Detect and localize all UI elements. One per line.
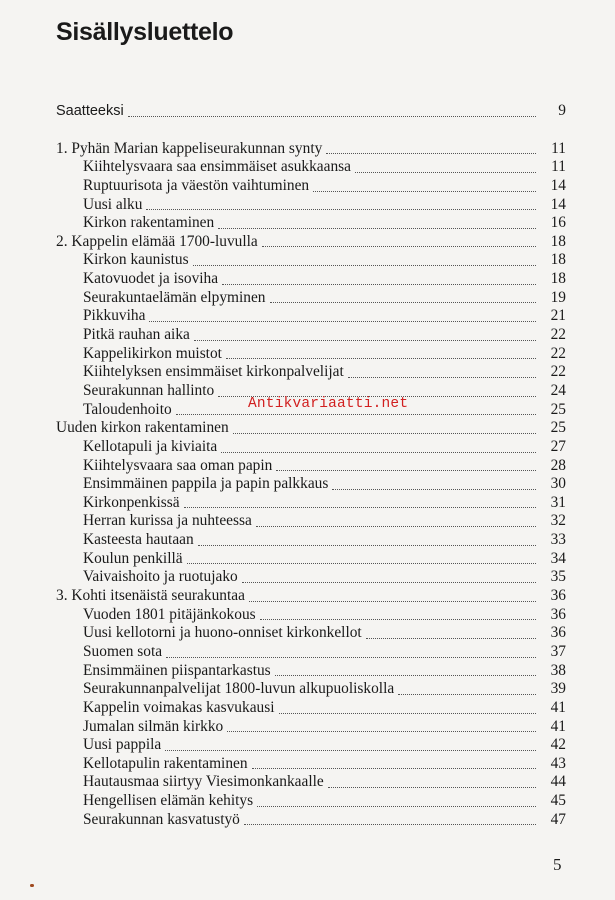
toc-entry-page: 37 xyxy=(550,642,566,660)
dot-leader xyxy=(244,824,536,825)
watermark-text: Antikvariaatti.net xyxy=(248,396,409,412)
toc-section-entry xyxy=(56,773,566,792)
dot-leader xyxy=(165,750,536,751)
toc-entry-label: Kirkon kaunistus xyxy=(83,251,189,269)
dot-leader xyxy=(187,563,536,564)
toc-section-entry xyxy=(56,438,566,457)
toc-section-entry xyxy=(56,699,566,718)
toc-entry-label: Kiihtelysvaara saa ensimmäiset asukkaansa xyxy=(83,158,351,176)
toc-section-entry xyxy=(56,811,566,830)
toc-section-entry xyxy=(56,289,566,308)
dot-leader xyxy=(256,526,536,527)
dot-leader xyxy=(326,153,536,154)
dot-leader xyxy=(328,787,536,788)
toc-entry-label: Uusi alku xyxy=(83,195,143,213)
toc-section-entry xyxy=(56,718,566,737)
toc-section-entry xyxy=(56,662,566,681)
toc-section-entry xyxy=(56,680,566,699)
dot-leader xyxy=(149,321,536,322)
toc-entry-label: Seurakunnanpalvelijat 1800-luvun alkupuoliskolla xyxy=(83,680,395,698)
toc-entry-label: Kiihtelysvaara saa oman papin xyxy=(83,456,273,474)
toc-entry-label: Saatteeksi xyxy=(56,103,124,119)
toc-entry-label: Katovuodet ja isoviha xyxy=(83,270,219,288)
toc-entry-page: 32 xyxy=(550,512,566,530)
dot-leader xyxy=(128,116,536,117)
toc-entry-label: Ruptuurisota ja väestön vaihtuminen xyxy=(83,176,310,194)
toc-entry-page: 25 xyxy=(550,400,566,418)
toc-section-entry xyxy=(56,270,566,289)
toc-entry-label: Pitkä rauhan aika xyxy=(83,326,190,344)
dot-leader xyxy=(193,265,536,266)
toc-entry-page: 33 xyxy=(550,531,566,549)
toc-entry-list xyxy=(56,140,566,830)
toc-entry-label: Kappelikirkon muistot xyxy=(83,344,222,362)
toc-entry-page: 18 xyxy=(550,251,566,269)
toc-entry-label: Vaivaishoito ja ruotujako xyxy=(83,568,238,586)
toc-section-entry xyxy=(56,736,566,755)
toc-entry-page: 34 xyxy=(550,549,566,567)
toc-entry-label: Ensimmäinen pappila ja papin palkkaus xyxy=(83,475,329,493)
toc-entry-page: 27 xyxy=(550,437,566,455)
dot-leader xyxy=(184,507,536,508)
toc-entry-label: Kellotapulin rakentaminen xyxy=(83,754,248,772)
dot-leader xyxy=(222,284,536,285)
toc-entry-page: 22 xyxy=(550,363,566,381)
dot-leader xyxy=(252,768,536,769)
toc-entry-intro xyxy=(56,102,566,121)
toc-entry-label: Herran kurissa ja nuhteessa xyxy=(83,512,252,530)
toc-entry-label: Seurakunnan kasvatustyö xyxy=(83,810,240,828)
paper-speck xyxy=(30,884,34,887)
dot-leader xyxy=(242,582,536,583)
dot-leader xyxy=(176,414,536,415)
toc-entry-page: 47 xyxy=(550,810,566,828)
toc-entry-page: 31 xyxy=(550,493,566,511)
toc-chapter-entry xyxy=(56,140,566,159)
dot-leader xyxy=(226,358,536,359)
dot-leader xyxy=(227,731,536,732)
toc-entry-label: Kellotapuli ja kiviaita xyxy=(83,437,218,455)
page-number: 5 xyxy=(553,855,562,874)
toc-section-entry xyxy=(56,214,566,233)
toc-section-entry xyxy=(56,177,566,196)
toc-entry-page: 36 xyxy=(550,624,566,642)
dot-leader xyxy=(198,545,536,546)
dot-leader xyxy=(366,638,536,639)
dot-leader xyxy=(276,470,536,471)
toc-chapter-entry xyxy=(56,233,566,252)
toc-entry-page: 30 xyxy=(550,475,566,493)
toc-entry-label: Pikkuviha xyxy=(83,307,146,325)
toc-entry-label: 2. Kappelin elämää 1700-luvulla xyxy=(56,232,258,250)
dot-leader xyxy=(233,433,536,434)
toc-section-entry xyxy=(56,158,566,177)
toc-section-entry xyxy=(56,326,566,345)
toc-section-entry xyxy=(56,755,566,774)
toc-entry-label: Seurakunnan hallinto xyxy=(83,381,215,399)
page-title: Sisällysluettelo xyxy=(56,18,234,46)
toc-section-entry xyxy=(56,624,566,643)
dot-leader xyxy=(166,657,536,658)
dot-leader xyxy=(249,601,536,602)
toc-entry-page: 21 xyxy=(550,307,566,325)
toc-entry-label: Vuoden 1801 pitäjänkokous xyxy=(83,605,256,623)
toc-section-entry xyxy=(56,475,566,494)
toc-entry-page: 39 xyxy=(550,680,566,698)
toc-entry-label: Suomen sota xyxy=(83,642,163,660)
toc-section-entry xyxy=(56,792,566,811)
toc-section-entry xyxy=(56,531,566,550)
dot-leader xyxy=(332,489,536,490)
toc-section-entry xyxy=(56,550,566,569)
toc-entry-label: 3. Kohti itsenäistä seurakuntaa xyxy=(56,587,245,605)
toc-entry-page: 36 xyxy=(550,605,566,623)
toc-entry-page: 35 xyxy=(550,568,566,586)
toc-entry-page: 11 xyxy=(551,139,566,157)
toc-entry-page: 42 xyxy=(550,736,566,754)
toc-entry-label: Kappelin voimakas kasvukausi xyxy=(83,698,275,716)
toc-chapter-entry xyxy=(56,419,566,438)
dot-leader xyxy=(146,209,536,210)
dot-leader xyxy=(355,172,536,173)
toc-entry-page: 22 xyxy=(550,326,566,344)
toc-entry-page: 28 xyxy=(550,456,566,474)
toc-section-entry xyxy=(56,251,566,270)
toc-entry-page: 24 xyxy=(550,381,566,399)
toc-entry-page: 9 xyxy=(558,102,566,119)
toc-entry-page: 44 xyxy=(550,773,566,791)
dot-leader xyxy=(313,191,536,192)
toc-entry-page: 38 xyxy=(550,661,566,679)
toc-section-entry xyxy=(56,606,566,625)
toc-entry-page: 25 xyxy=(550,419,566,437)
toc-entry-page: 18 xyxy=(550,232,566,250)
toc-entry-label: Kiihtelyksen ensimmäiset kirkonpalvelijat xyxy=(83,363,344,381)
toc-entry-label: Seurakuntaelämän elpyminen xyxy=(83,288,266,306)
toc-entry-page: 19 xyxy=(550,288,566,306)
toc-entry-page: 14 xyxy=(550,176,566,194)
toc-entry-page: 22 xyxy=(550,344,566,362)
toc-entry-label: Uusi pappila xyxy=(83,736,162,754)
toc-entry-label: Kasteesta hautaan xyxy=(83,531,194,549)
toc-entry-page: 18 xyxy=(550,270,566,288)
dot-leader xyxy=(270,302,537,303)
toc-section-entry xyxy=(56,345,566,364)
toc-entry-label: Hengellisen elämän kehitys xyxy=(83,792,254,810)
toc-entry-page: 14 xyxy=(550,195,566,213)
dot-leader xyxy=(262,246,536,247)
toc-section-entry xyxy=(56,457,566,476)
toc-entry-label: Kirkon rakentaminen xyxy=(83,214,215,232)
dot-leader xyxy=(257,806,536,807)
toc-section-entry xyxy=(56,494,566,513)
dot-leader xyxy=(348,377,536,378)
dot-leader xyxy=(275,675,536,676)
dot-leader xyxy=(194,340,536,341)
toc-entry-page: 41 xyxy=(550,698,566,716)
dot-leader xyxy=(398,694,536,695)
toc-section-entry xyxy=(56,512,566,531)
dot-leader xyxy=(279,713,537,714)
toc-entry-label: Hautausmaa siirtyy Viesimonkankaalle xyxy=(83,773,324,791)
toc-entry-page: 43 xyxy=(550,754,566,772)
dot-leader xyxy=(218,228,536,229)
dot-leader xyxy=(221,452,536,453)
toc-section-entry xyxy=(56,307,566,326)
dot-leader xyxy=(260,619,536,620)
toc-entry-page: 16 xyxy=(550,214,566,232)
toc-entry-label: Uusi kellotorni ja huono-onniset kirkonkellot xyxy=(83,624,362,642)
toc-entry-page: 11 xyxy=(551,158,566,176)
toc-entry-label: Kirkonpenkissä xyxy=(83,493,180,511)
toc-entry-page: 45 xyxy=(550,792,566,810)
toc-entry-label: Taloudenhoito xyxy=(83,400,172,418)
toc-section-entry xyxy=(56,363,566,382)
toc-entry-page: 41 xyxy=(550,717,566,735)
toc-chapter-entry xyxy=(56,587,566,606)
toc-section-entry xyxy=(56,643,566,662)
toc-entry-label: 1. Pyhän Marian kappeliseurakunnan synty xyxy=(56,139,323,157)
toc-entry-label: Ensimmäinen piispantarkastus xyxy=(83,661,271,679)
toc-section-entry xyxy=(56,568,566,587)
toc-section-entry xyxy=(56,196,566,215)
table-of-contents xyxy=(56,102,566,829)
toc-entry-label: Koulun penkillä xyxy=(83,549,183,567)
toc-entry-label: Jumalan silmän kirkko xyxy=(83,717,224,735)
toc-entry-label: Uuden kirkon rakentaminen xyxy=(56,419,229,437)
toc-entry-page: 36 xyxy=(550,587,566,605)
